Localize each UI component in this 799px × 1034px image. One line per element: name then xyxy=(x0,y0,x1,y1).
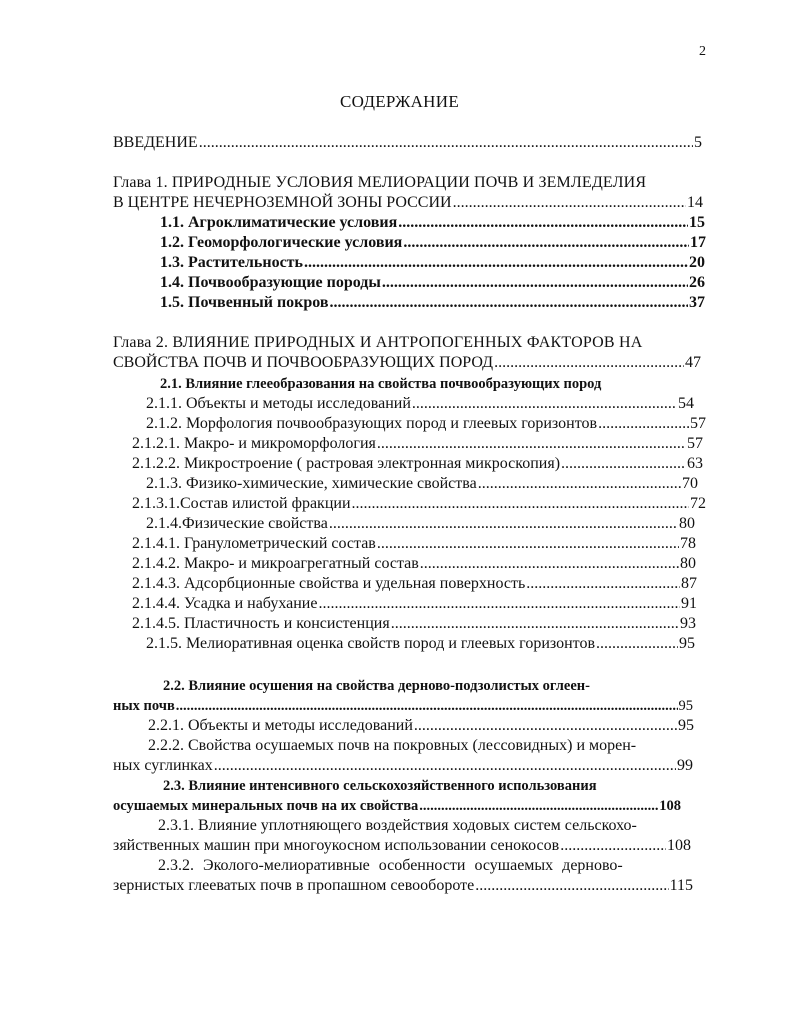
toc-entry-page: 20 xyxy=(689,254,705,271)
toc-entry-text: 2.2.2. Свойства осушаемых почв на покровных (лессовидных) и морен- xyxy=(148,737,637,754)
toc-entry xyxy=(146,414,706,434)
toc-entry xyxy=(113,876,693,896)
toc-entry-label: зяйственных машин при многоукосном использовании сенокосов xyxy=(113,837,560,854)
toc-entry-label: 2.1.3. Физико-химические, химические свойства xyxy=(146,475,477,492)
toc-entry-label: 1.1. Агроклиматические условия xyxy=(160,214,398,231)
toc-entry-label: СВОЙСТВА ПОЧВ И ПОЧВООБРАЗУЮЩИХ ПОРОД xyxy=(113,354,494,371)
toc-entry-page: 108 xyxy=(659,798,681,814)
toc-entry xyxy=(132,594,697,614)
toc-entry xyxy=(146,634,695,654)
toc-entry-page: 14 xyxy=(687,194,703,211)
leader-dots xyxy=(526,574,680,594)
toc-section-title: 2.2. Влияние осушения на свойства дерново-подзолистых оглеен- xyxy=(163,678,590,694)
leader-dots xyxy=(330,293,688,313)
leader-dots xyxy=(412,394,677,414)
toc-entry xyxy=(132,454,703,474)
toc-entry-page: 115 xyxy=(669,877,693,894)
toc-entry-page: 95 xyxy=(678,717,694,734)
toc-entry-label: 2.1.3.1.Состав илистой фракции xyxy=(132,495,351,512)
leader-dots xyxy=(494,353,684,373)
toc-entry xyxy=(132,534,696,554)
toc-entry-label: 2.1.4.1. Гранулометрический состав xyxy=(132,535,376,552)
leader-dots xyxy=(398,213,688,233)
toc-entry-page: 72 xyxy=(690,495,706,512)
toc-entry-text: 2.3.1. Влияние уплотняющего воздействия ходовых систем сельскохо- xyxy=(158,817,637,834)
toc-entry-label: 2.1.2.2. Микростроение ( растровая электронная микроскопия) xyxy=(132,455,561,472)
toc-entry xyxy=(160,273,705,293)
leader-dots xyxy=(420,554,679,574)
leader-dots xyxy=(382,273,688,293)
toc-entry-page: 80 xyxy=(679,515,695,532)
toc-chapter-title: Глава 2. ВЛИЯНИЕ ПРИРОДНЫХ И АНТРОПОГЕННЫХ ФАКТОРОВ НА xyxy=(113,334,643,351)
toc-entry-page: 63 xyxy=(687,455,703,472)
toc-entry xyxy=(160,233,706,253)
toc-entry xyxy=(132,554,696,574)
toc-entry xyxy=(148,716,694,736)
toc-entry-label: ВВЕДЕНИЕ xyxy=(113,134,198,151)
page-number: 2 xyxy=(699,44,706,59)
toc-entry-page: 70 xyxy=(682,475,698,492)
toc-entry-label: 1.5. Почвенный покров xyxy=(160,294,329,311)
leader-dots xyxy=(596,634,678,654)
toc-entry xyxy=(160,293,705,313)
leader-dots xyxy=(403,233,689,253)
toc-entry xyxy=(160,253,705,273)
toc-entry-label: 2.1.2. Морфология почвообразующих пород и глеевых горизонтов xyxy=(146,415,598,432)
leader-dots xyxy=(199,133,693,153)
page-title: СОДЕРЖАНИЕ xyxy=(339,92,460,111)
leader-dots xyxy=(414,716,677,736)
toc-entry-page: 47 xyxy=(685,354,701,371)
toc-entry xyxy=(113,756,693,776)
leader-dots xyxy=(352,494,690,514)
toc-entry xyxy=(132,434,703,454)
toc-entry-page: 78 xyxy=(680,535,696,552)
leader-dots xyxy=(377,534,679,554)
leader-dots xyxy=(329,514,678,534)
toc-entry-page: 99 xyxy=(677,757,693,774)
toc-entry-label: осушаемых минеральных почв на их свойства xyxy=(113,798,419,814)
leader-dots xyxy=(377,434,686,454)
toc-entry-label: 2.1.4.2. Макро- и микроагрегатный состав xyxy=(132,555,419,572)
leader-dots xyxy=(598,414,689,434)
toc-entry-label: 1.2. Геоморфологические условия xyxy=(160,234,403,251)
toc-entry-text: 2.3.2. Эколого-мелиоративные особенности осушаемых дерново- xyxy=(158,857,623,874)
leader-dots xyxy=(176,696,678,716)
leader-dots xyxy=(304,253,688,273)
toc-entry-label: ных почв xyxy=(113,698,175,714)
toc-entry xyxy=(146,514,695,534)
toc-entry-page: 54 xyxy=(678,395,694,412)
leader-dots xyxy=(478,474,681,494)
toc-entry xyxy=(113,836,691,856)
toc-entry-label: 1.3. Растительность xyxy=(160,254,303,271)
toc-entry-page: 5 xyxy=(694,134,702,151)
leader-dots xyxy=(419,796,658,816)
toc-section-title: 2.3. Влияние интенсивного сельскохозяйственного использования xyxy=(163,778,597,794)
toc-entry-page: 57 xyxy=(687,435,703,452)
toc-entry-label: 2.1.5. Мелиоративная оценка свойств пород и глеевых горизонтов xyxy=(146,635,595,652)
toc-entry-page: 95 xyxy=(679,635,695,652)
toc-entry-page: 17 xyxy=(690,234,706,251)
toc-entry xyxy=(160,213,705,233)
toc-entry-page: 15 xyxy=(689,214,705,231)
toc-entry xyxy=(113,193,703,213)
toc-entry xyxy=(113,696,693,716)
leader-dots xyxy=(561,454,686,474)
leader-dots xyxy=(453,193,686,213)
toc-entry xyxy=(113,796,681,816)
toc-entry-label: 2.1.2.1. Макро- и микроморфология xyxy=(132,435,376,452)
toc-entry-page: 26 xyxy=(689,274,705,291)
toc-entry xyxy=(146,394,694,414)
toc-entry xyxy=(113,133,702,153)
toc-entry-label: ных суглинках xyxy=(113,757,213,774)
leader-dots xyxy=(214,756,676,776)
leader-dots xyxy=(318,594,680,614)
toc-entry-label: В ЦЕНТРЕ НЕЧЕРНОЗЕМНОЙ ЗОНЫ РОССИИ xyxy=(113,194,452,211)
toc-entry xyxy=(146,474,698,494)
toc-entry xyxy=(132,574,697,594)
toc-entry-label: 2.1.1. Объекты и методы исследований xyxy=(146,395,411,412)
toc-entry-page: 93 xyxy=(680,615,696,632)
toc-entry xyxy=(132,614,696,634)
toc-entry xyxy=(132,494,706,514)
toc-entry-page: 91 xyxy=(681,595,697,612)
toc-entry-label: 2.1.4.4. Усадка и набухание xyxy=(132,595,318,612)
leader-dots xyxy=(475,876,668,896)
toc-entry-label: зернистых глееватых почв в пропашном севообороте xyxy=(113,877,475,894)
toc-entry xyxy=(113,353,701,373)
toc-entry-label: 1.4. Почвообразующие породы xyxy=(160,274,381,291)
toc-entry-label: 2.1.4.Физические свойства xyxy=(146,515,328,532)
toc-entry-page: 57 xyxy=(690,415,706,432)
toc-entry-page: 108 xyxy=(667,837,691,854)
toc-entry-page: 37 xyxy=(689,294,705,311)
toc-entry-label: 2.1.4.3. Адсорбционные свойства и удельная поверхность xyxy=(132,575,526,592)
toc-entry-page: 87 xyxy=(681,575,697,592)
toc-entry-page: 80 xyxy=(680,555,696,572)
toc-chapter-title: Глава 1. ПРИРОДНЫЕ УСЛОВИЯ МЕЛИОРАЦИИ ПОЧВ И ЗЕМЛЕДЕЛИЯ xyxy=(113,174,647,191)
toc-section-title: 2.1. Влияние глееобразования на свойства почвообразующих пород xyxy=(160,376,602,392)
leader-dots xyxy=(391,614,679,634)
toc-entry-label: 2.1.4.5. Пластичность и консистенция xyxy=(132,615,390,632)
toc-entry-page: 95 xyxy=(678,698,693,714)
toc-entry-label: 2.2.1. Объекты и методы исследований xyxy=(148,717,413,734)
leader-dots xyxy=(560,836,666,856)
